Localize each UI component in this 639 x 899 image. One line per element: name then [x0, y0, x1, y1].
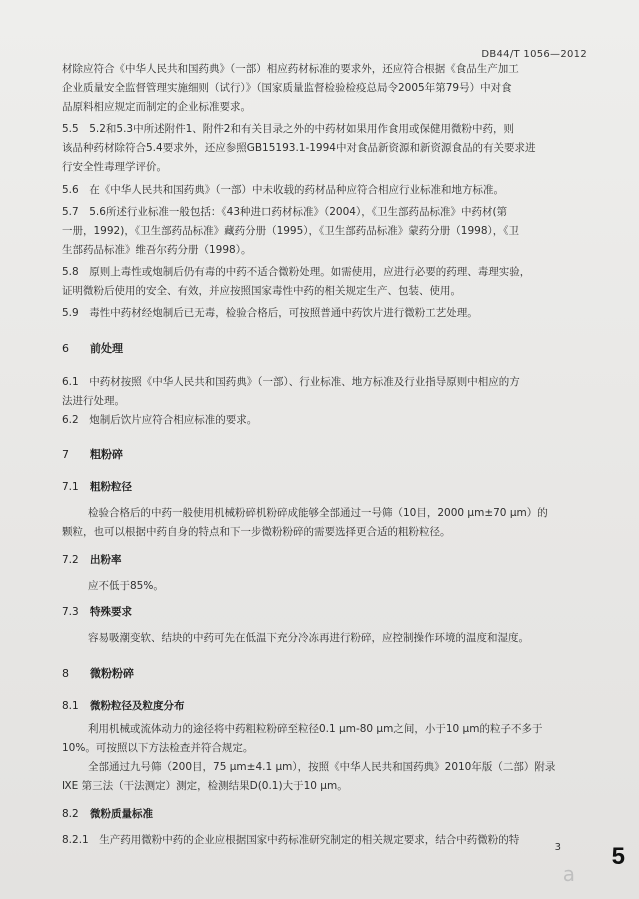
subsection-7-1-heading: [62, 479, 132, 494]
text-line: 容易吸潮变软、结块的中药可先在低温下充分冷冻再进行粉碎，应控制操作环境的温度和湿度。: [88, 632, 529, 644]
section-title: 微粉粉碎: [90, 667, 134, 680]
text-line: 利用机械或流体动力的途径将中药粗粒粉碎至粒径0.1 μm-80 μm之间，小于10 μm的粒子不多于: [88, 723, 543, 735]
clause-6-1: 6.1 中药材按照《中华人民共和国药典》（一部）、行业标准、地方标准及行业指导原则中相应的方: [62, 376, 520, 388]
subsection-number: 7.1: [62, 481, 79, 493]
subsection-number: 7.3: [62, 606, 79, 618]
text-line: 行安全性毒理学评价。: [62, 161, 167, 173]
subsection-title: 出粉率: [90, 554, 122, 566]
clause-5-5: 5.5 5.2和5.3中所述附件1、附件2和有关目录之外的中药材如果用作食用或保健用微粉中药，则: [62, 123, 514, 135]
text-line: 生部药品标准》维吾尔药分册（1998）。: [62, 244, 252, 256]
text-line: 企业质量安全监督管理实施细则（试行）》（国家质量监督检验检疫总局令2005年第79号）中对食: [62, 82, 512, 94]
page-number: 3: [554, 842, 561, 853]
section-6-heading: [62, 340, 123, 356]
subsection-number: 8.2: [62, 808, 79, 820]
subsection-7-3-heading: [62, 604, 132, 619]
section-title: 前处理: [90, 342, 123, 355]
text-line: 一册，1992)，《卫生部药品标准》藏药分册（1995），《卫生部药品标准》蒙药分册（1998），《卫: [62, 225, 520, 237]
clause-8-2-1: 8.2.1 生产药用微粉中药的企业应根据国家中药标准研究制定的相关规定要求，结合中药微粉的特: [62, 834, 520, 846]
section-7-heading: [62, 446, 123, 462]
text-line: 法进行处理。: [62, 395, 125, 407]
clause-5-6: 5.6 在《中华人民共和国药典》（一部）中未收载的药材品种应符合相应行业标准和地方标准。: [62, 184, 504, 196]
text-line: 品原料相应规定而制定的企业标准要求。: [62, 101, 251, 113]
text-line: 应不低于85%。: [88, 580, 164, 592]
text-line: 颗粒，也可以根据中药自身的特点和下一步微粉粉碎的需要选择更合适的粗粉粒径。: [62, 526, 451, 538]
text-line: 10%。可按照以下方法检查并符合规定。: [62, 742, 254, 754]
subsection-title: 微粉粒径及粒度分布: [90, 700, 185, 712]
subsection-8-2-heading: [62, 806, 153, 821]
section-8-heading: [62, 665, 134, 681]
text-line: 该品种药材除符合5.4要求外，还应参照GB15193.1-1994中对食品新资源和新资源食品的有关要求进: [62, 142, 536, 154]
subsection-number: 8.1: [62, 700, 79, 712]
text-line: 检验合格后的中药一般使用机械粉碎机粉碎成能够全部通过一号筛（10目，2000 μm±70 μm）的: [88, 507, 548, 519]
clause-5-9: 5.9 毒性中药材经炮制后已无毒，检验合格后，可按照普通中药饮片进行微粉工艺处理。: [62, 307, 478, 319]
text-line: 材除应符合《中华人民共和国药典》（一部）相应药材标准的要求外，还应符合根据《食品生产加工: [62, 63, 519, 75]
clause-5-7: 5.7 5.6所述行业标准一般包括：《43种进口药材标准》（2004），《卫生部药品标准》中药材(第: [62, 206, 508, 218]
subsection-number: 7.2: [62, 554, 79, 566]
text-line: 全部通过九号筛（200目，75 μm±4.1 μm），按照《中华人民共和国药典》2010年版（二部）附录: [88, 761, 556, 773]
section-number: 7: [62, 448, 69, 461]
section-number: 8: [62, 667, 69, 680]
document-code: DB44/T 1056—2012: [481, 49, 587, 60]
text-line: ⅨE 第三法（干法测定）测定，检测结果D(0.1)大于10 μm。: [62, 780, 348, 792]
subsection-title: 微粉质量标准: [90, 808, 153, 820]
subsection-title: 粗粉粒径: [90, 481, 132, 493]
clause-5-8: 5.8 原则上毒性或炮制后仍有毒的中药不适合微粉处理。如需使用，应进行必要的药理、毒理实验，: [62, 266, 531, 278]
subsection-7-2-heading: [62, 552, 122, 567]
subsection-8-1-heading: [62, 698, 185, 713]
subsection-title: 特殊要求: [90, 606, 132, 618]
text-line: 证明微粉后使用的安全、有效，并应按照国家毒性中药的相关规定生产、包装、使用。: [62, 285, 461, 297]
section-title: 粗粉碎: [90, 448, 123, 461]
corner-page-mark: 5: [611, 843, 625, 870]
clause-6-2: 6.2 炮制后饮片应符合相应标准的要求。: [62, 414, 258, 426]
section-number: 6: [62, 342, 69, 355]
faint-mark: a: [562, 862, 575, 886]
